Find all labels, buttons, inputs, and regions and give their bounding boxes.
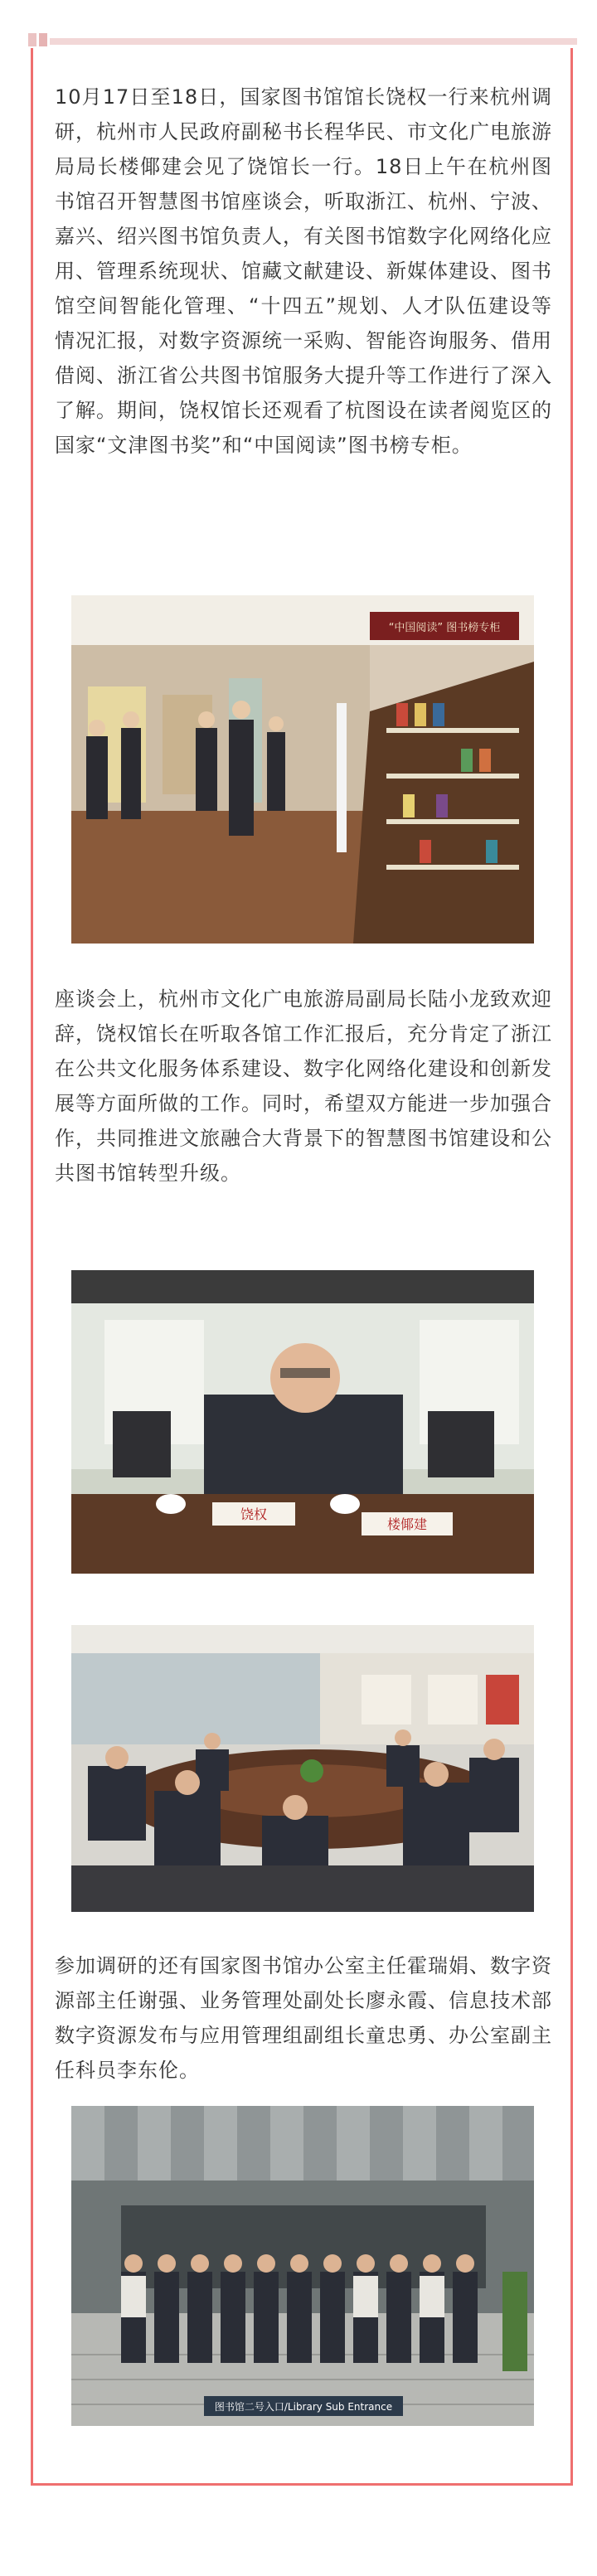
header-decoration: [28, 33, 48, 46]
sign-top: “中国阅读” 图书榜专柜: [388, 622, 501, 634]
nameplate-right: 楼倻建: [386, 1516, 428, 1532]
decoration-block: [39, 33, 47, 46]
photo-meeting: [71, 1625, 534, 1912]
header-bar: [50, 38, 577, 45]
nameplate-left: 饶权: [240, 1506, 268, 1522]
photo-speaker: [71, 1270, 534, 1574]
decoration-block: [28, 33, 36, 46]
article-paragraph-2: 座谈会上，杭州市文化广电旅游局副局长陆小龙致欢迎辞，饶权馆长在听取各馆工作汇报后，充分肯定了浙江在公共文化服务体系建设、数字化网络化建设和创新发展等方面所做的工作。同时，希望双方能进一步加强合作，共同推进文旅融合大背景下的智慧图书馆建设和公共图书馆转型升级。: [55, 987, 552, 1185]
article-paragraph-1: 10月17日至18日，国家图书馆馆长饶权一行来杭州调研，杭州市人民政府副秘书长程华民、市文化广电旅游局局长楼倻建会见了饶馆长一行。18日上午在杭州图书馆召开智慧图书馆座谈会，听取浙江、杭州、宁波、嘉兴、绍兴图书馆负责人，有关图书馆数字化网络化应用、管理系统现状、馆藏文献建设、新媒体建设、图书馆空间智能化管理、“十四五”规划、人才队伍建设等情况汇报，对数字资源统一采购、智能咨询服务、借用借阅、浙江省公共图书馆服务大提升等工作进行了深入了解。期间，饶权馆长还观看了杭图设在读者阅览区的国家“文津图书奖”和“中国阅读”图书榜专柜。: [55, 85, 552, 457]
entrance-sign: 图书馆二号入口/Library Sub Entrance: [214, 2401, 393, 2413]
photo-library-visit: [71, 595, 534, 944]
photo-group: [71, 2106, 534, 2426]
article-paragraph-3: 参加调研的还有国家图书馆办公室主任霍瑞娟、数字资源部主任谢强、业务管理处副处长廖永霞、信息技术部数字资源发布与应用管理组副组长童忠勇、办公室副主任科员李东伦。: [55, 1954, 552, 2082]
